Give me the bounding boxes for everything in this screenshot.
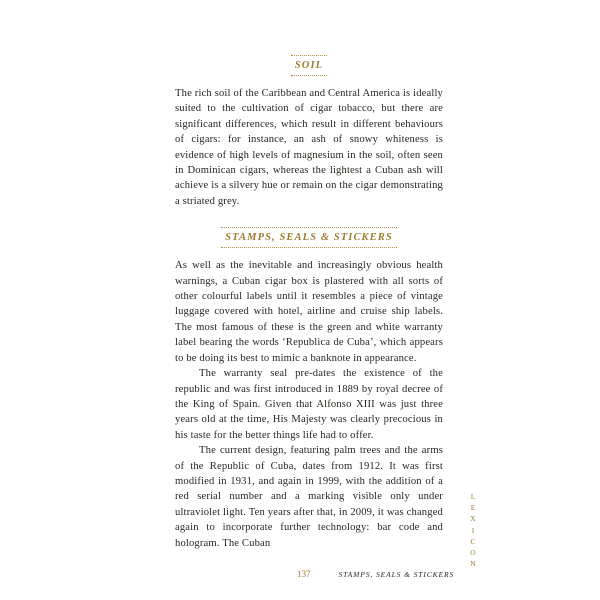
side-tab-letter: O	[470, 548, 476, 558]
paragraph-stamps-1: As well as the inevitable and increasingly obvious health warnings, a Cuban cigar box is plastered with all sorts of other colourful labels until it resembles a piece of vintage luggage covered with hotel, airline and cruise ship labels. The most famous of these is the green and white warranty label bearing the words ‘Republica de Cuba’, which appears to be doing its best to mimic a banknote in appearance.	[175, 260, 443, 364]
running-head: STAMPS, SEALS & STICKERS	[338, 570, 455, 579]
paragraph-stamps-3: The current design, featuring palm trees and the arms of the Republic of Cuba, dates from 1912. It was first modified in 1931, and again in 1999, with the addition of a red serial number and a marking visible only under ultraviolet light. Ten years after that, in 2009, it was changed again to incorporate further technology: bar code and hologram. The Cuban	[175, 445, 443, 549]
side-tab-letter: C	[470, 536, 476, 546]
side-tab-letter: X	[470, 514, 476, 524]
side-tab-letter: E	[470, 503, 476, 513]
lexicon-side-tab	[466, 491, 480, 569]
paragraph-stamps-2: The warranty seal pre-dates the existence of the republic and was first introduced in 1889 by royal decree of the King of Spain. Given that Alfonso XIII was just three years old at the time, His Majesty was clearly precocious in his taste for the better things life had to offer.	[175, 368, 443, 441]
section-heading-stamps	[175, 227, 443, 248]
section-soil	[175, 55, 443, 209]
side-tab-letter: N	[470, 559, 476, 569]
page-footer	[297, 569, 467, 579]
section-heading-soil	[175, 55, 443, 76]
section-title-stamps: STAMPS, SEALS & STICKERS	[221, 227, 397, 248]
section-stamps	[175, 227, 443, 551]
page-content	[175, 55, 443, 551]
side-tab-letter: L	[470, 492, 476, 501]
paragraph-soil-1: The rich soil of the Caribbean and Central America is ideally suited to the cultivation of cigar tobacco, but there are significant differences, which result in different behaviours of cigars: for instance, an ash of snowy whiteness is evidence of high levels of magnesium in the soil, often seen in Dominican cigars, whereas the lightest a Cuban ash will achieve is a silvery hue or remain on the cigar demonstrating a striated grey.	[175, 88, 443, 207]
side-tab-letter: I	[471, 525, 475, 535]
page-number: 137	[297, 569, 311, 579]
section-title-soil: SOIL	[291, 55, 327, 76]
